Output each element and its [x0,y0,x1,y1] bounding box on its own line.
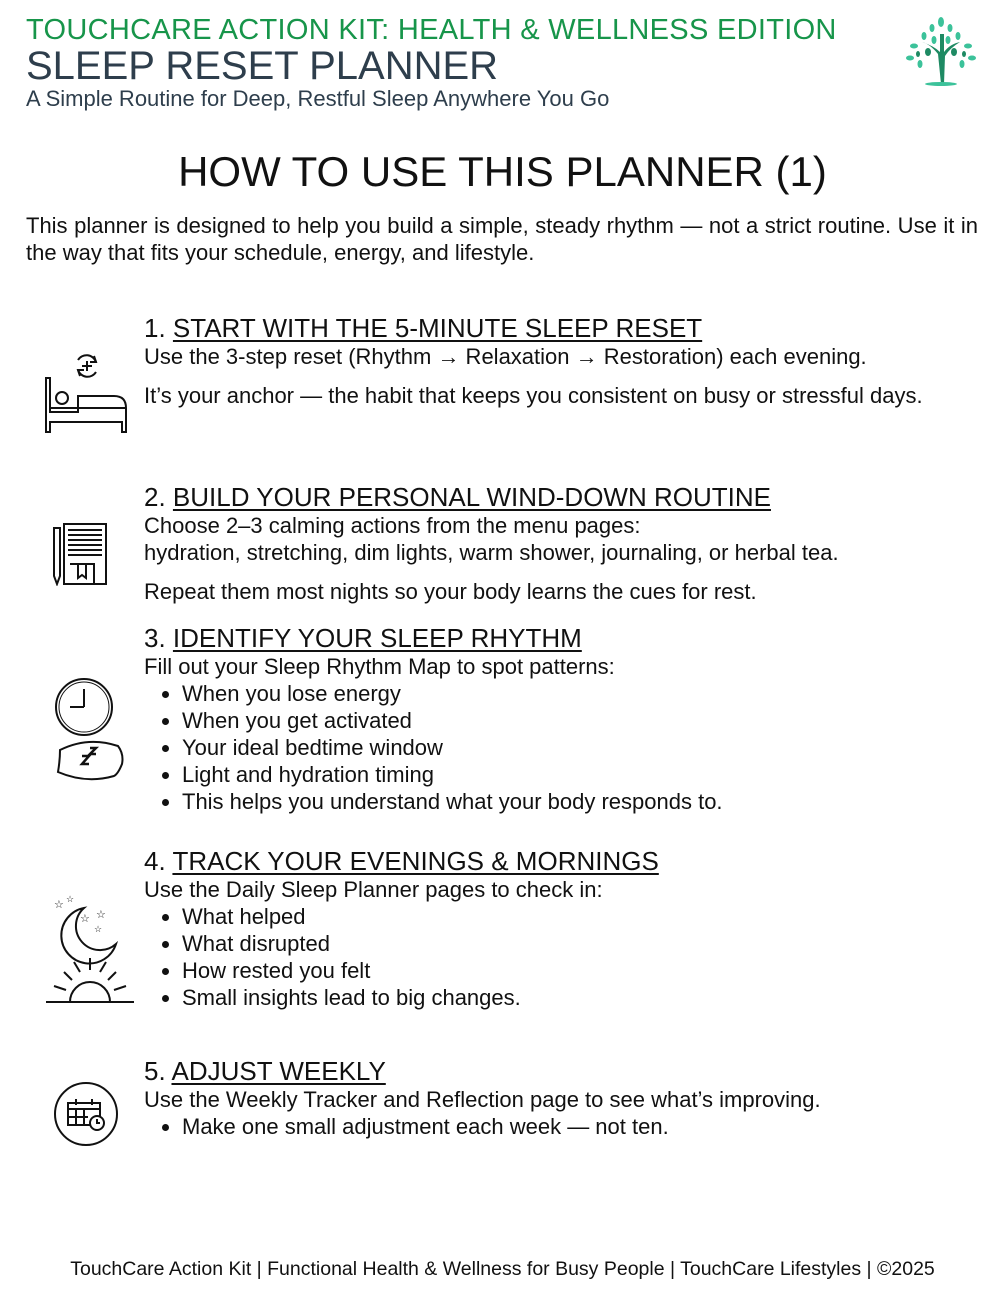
bullet-item: • Small insights lead to big changes. [182,984,984,1011]
section-4 [144,846,984,1011]
footer: TouchCare Action Kit | Functional Health & Wellness for Busy People | TouchCare Lifestyles | ©2025 [70,1258,935,1280]
section-1 [144,313,984,409]
section-text: It’s your anchor — the habit that keeps you consistent on busy or stressful days. [144,383,923,408]
svg-text:☆: ☆ [54,899,64,911]
svg-text:☆: ☆ [80,913,90,925]
section-text: Choose 2–3 calming actions from the menu pages: [144,513,641,538]
journal-icon [50,520,110,586]
bullet-item: • What disrupted [182,930,984,957]
section-number: 3. [144,623,173,653]
page-heading: HOW TO USE THIS PLANNER (1) [178,148,827,195]
section-text: Use the Weekly Tracker and Reflection page to see what’s improving. [144,1087,821,1112]
calendar-clock-icon [53,1081,119,1147]
bullet-item: • How rested you felt [182,957,984,984]
section-number: 4. [144,846,173,876]
section-3 [144,623,984,815]
bullet-item: • When you lose energy [182,680,984,707]
section-title: IDENTIFY YOUR SLEEP RHYTHM [172,623,582,653]
bed-reset-icon [42,350,132,436]
section-2 [144,482,984,605]
section-title: TRACK YOUR EVENINGS & MORNINGS [172,846,659,876]
bullet-item: • This helps you understand what your body responds to. [182,788,984,815]
tree-logo-icon [900,14,982,86]
section-text: hydration, stretching, dim lights, warm shower, journaling, or herbal tea. [144,540,839,565]
svg-text:☆: ☆ [66,894,75,904]
section-text: Repeat them most nights so your body learns the cues for rest. [144,579,757,604]
moon-sunrise-icon [44,892,134,1004]
section-title: ADJUST WEEKLY [171,1056,386,1086]
bullet-item: • Make one small adjustment each week — not ten. [182,1113,984,1140]
bullet-item: • Light and hydration timing [182,761,984,788]
planner-subtitle: A Simple Routine for Deep, Restful Sleep Anywhere You Go [26,86,610,111]
section-title: BUILD YOUR PERSONAL WIND-DOWN ROUTINE [172,482,771,512]
section-text: Use the Daily Sleep Planner pages to check in: [144,877,603,902]
kit-title: TOUCHCARE ACTION KIT: HEALTH & WELLNESS EDITION [26,14,837,46]
bullet-item: • When you get activated [182,707,984,734]
section-5 [144,1056,984,1140]
section-text: Fill out your Sleep Rhythm Map to spot patterns: [144,654,615,679]
svg-text:☆: ☆ [94,924,103,934]
section-number: 2. [144,482,173,512]
section-title: START WITH THE 5-MINUTE SLEEP RESET [172,313,703,343]
bullet-item: • What helped [182,903,984,930]
section-number: 1. [144,313,173,343]
section-number: 5. [144,1056,172,1086]
planner-title: SLEEP RESET PLANNER [26,44,499,88]
bullet-item: • Your ideal bedtime window [182,734,984,761]
intro-text: This planner is designed to help you build a simple, steady rhythm — not a strict routine. Use it in the way that fits your schedule, energy, and lifestyle. [26,213,978,265]
clock-pillow-icon [52,676,126,786]
svg-text:☆: ☆ [96,909,106,921]
section-text: Use the 3-step reset (Rhythm → Relaxation → Restoration) each evening. [144,344,867,369]
